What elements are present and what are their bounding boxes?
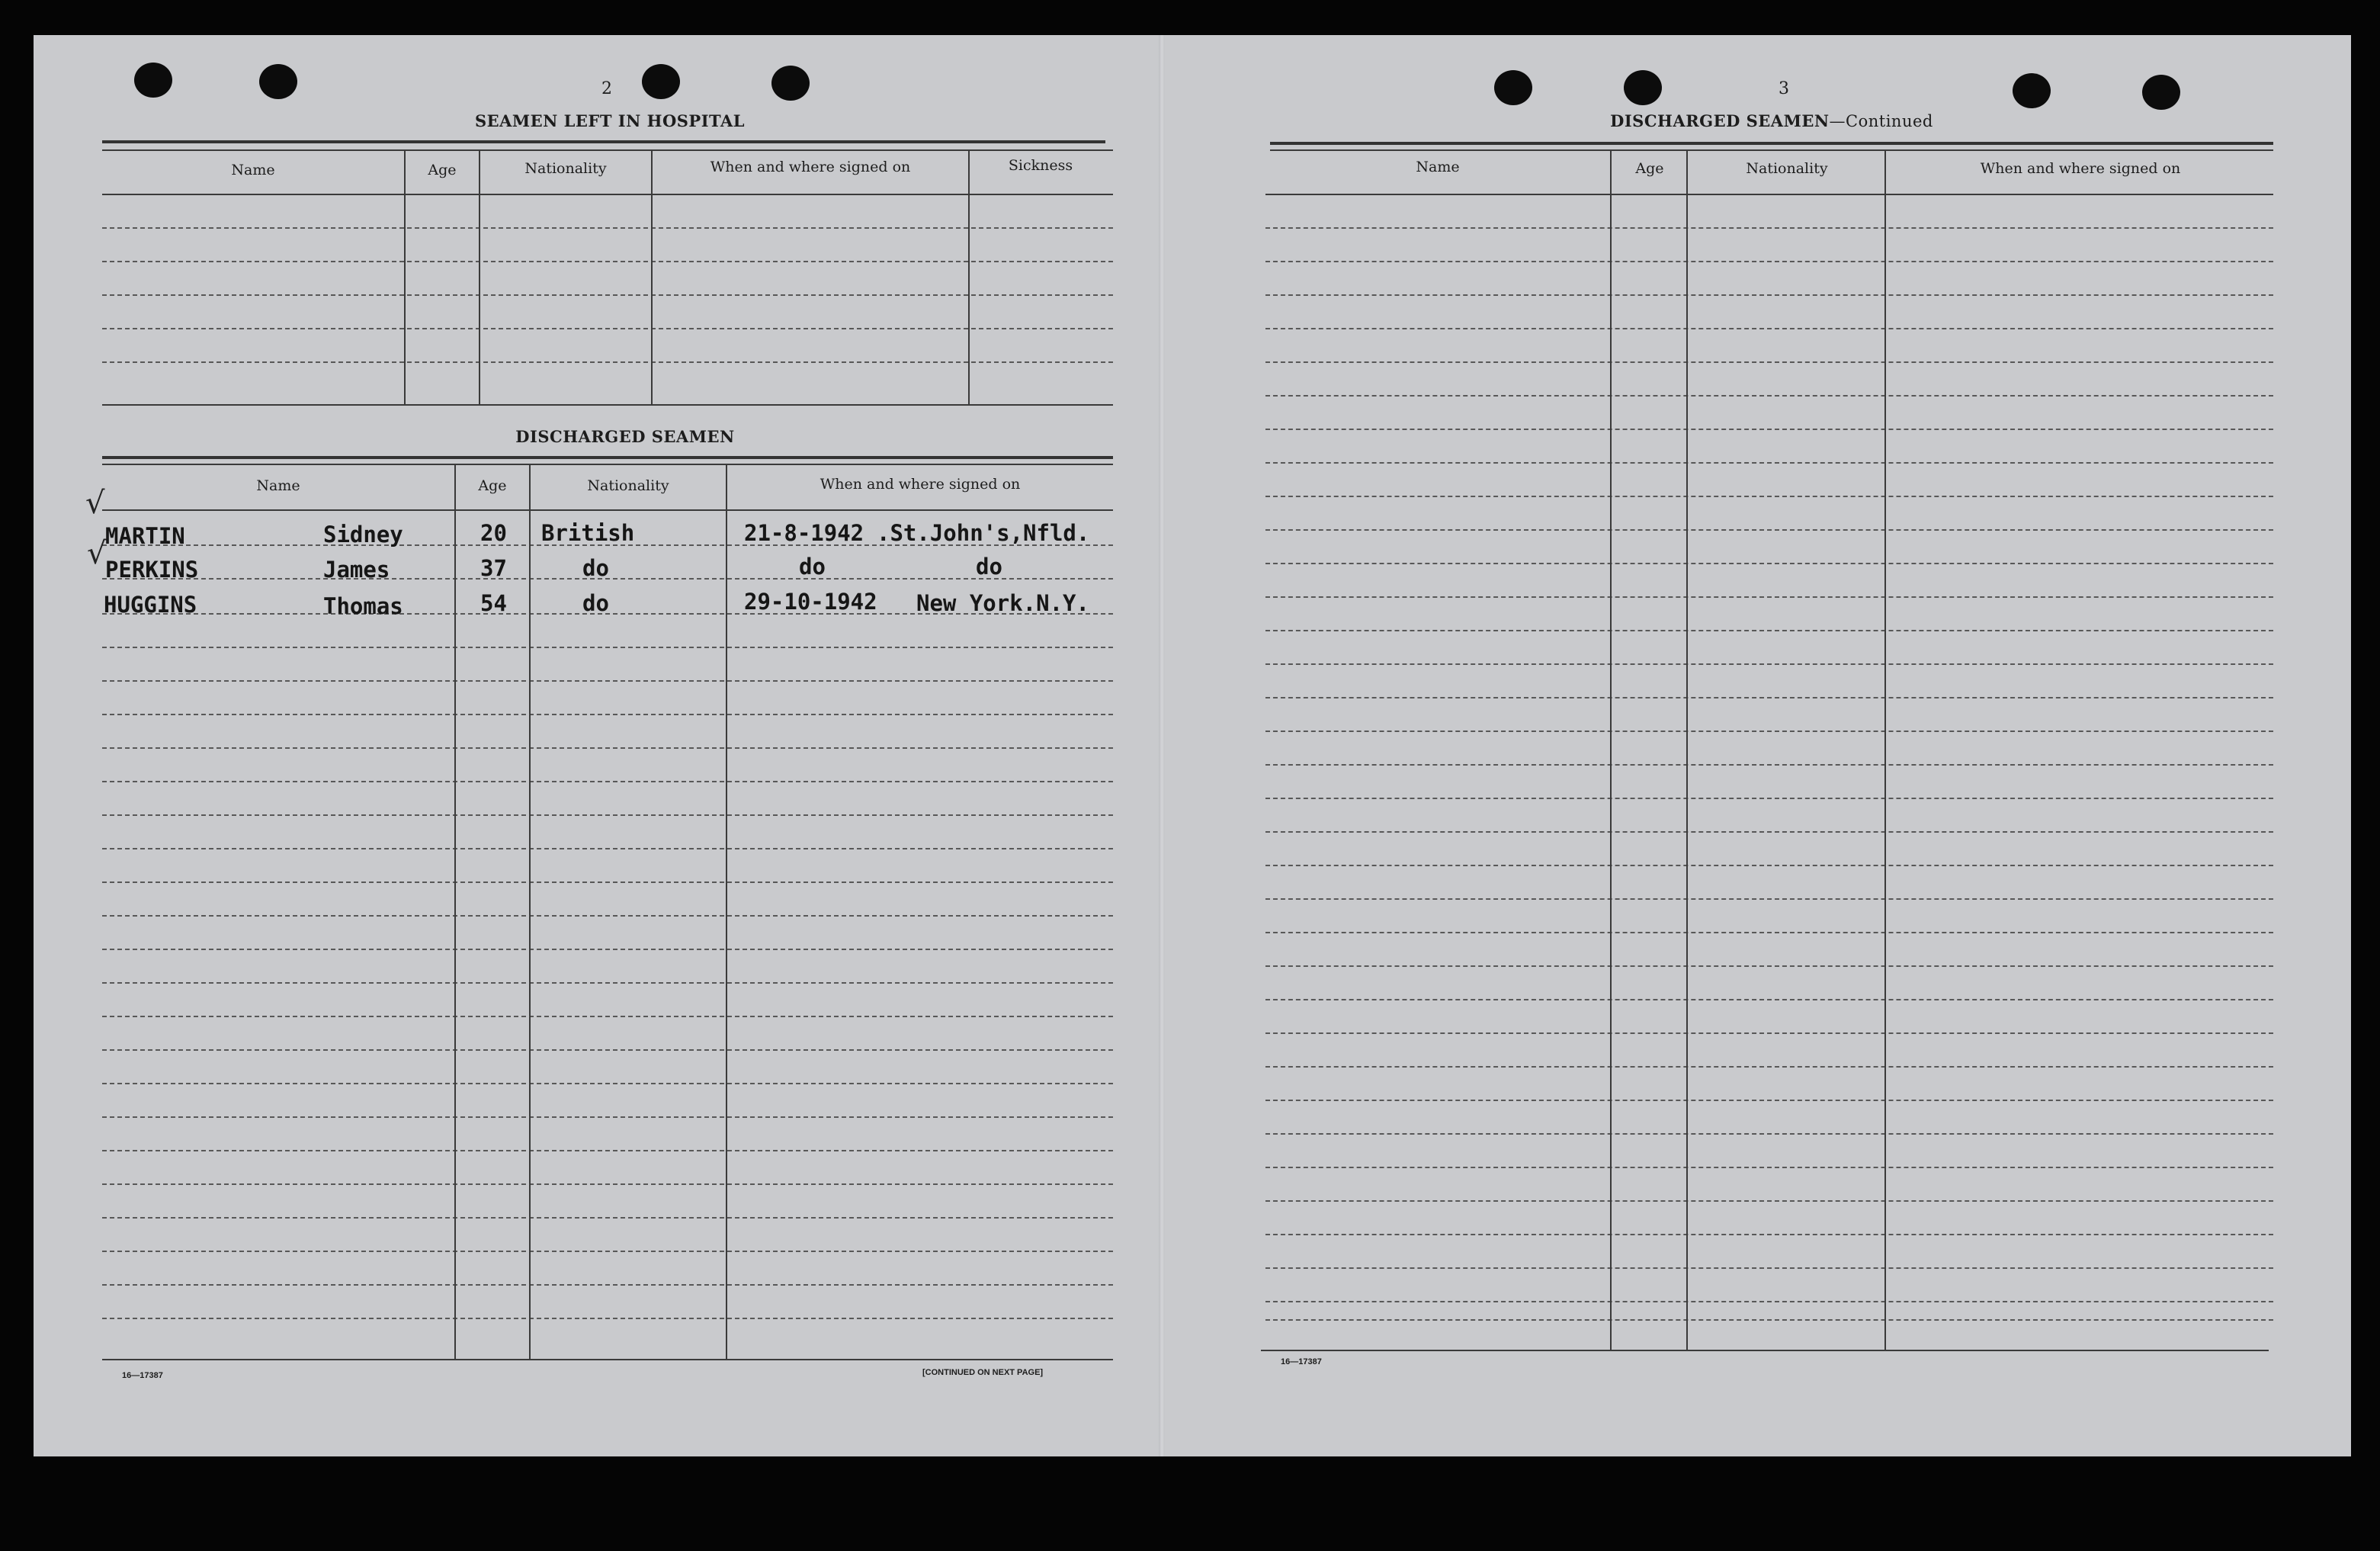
seaman-nationality: do (582, 555, 609, 581)
discharged-col-nationality: Nationality (587, 477, 669, 494)
title-suffix: —Continued (1829, 112, 1933, 130)
hospital-section-title: SEAMEN LEFT IN HOSPITAL (474, 111, 746, 130)
signed-on-date: 29-10-1942 (744, 589, 877, 615)
punch-hole (1624, 70, 1662, 105)
signed-on-date: do (799, 554, 826, 580)
discharged-section-title: DISCHARGED SEAMEN (515, 427, 735, 446)
hospital-col-age: Age (428, 162, 457, 178)
form-number: 16—17387 (1281, 1357, 1322, 1366)
discharged-col-age: Age (478, 477, 507, 494)
seaman-surname: HUGGINS (104, 592, 197, 618)
col-age: Age (1635, 160, 1664, 177)
discharged-col-name: Name (256, 477, 300, 494)
discharged-col-signed-on: When and where signed on (820, 476, 1021, 493)
page-number: 3 (1779, 79, 1789, 98)
seaman-given-name: Thomas (323, 593, 403, 619)
hospital-col-sickness: Sickness (1008, 157, 1073, 174)
checkmark: √ (87, 536, 107, 571)
title-main: DISCHARGED SEAMEN (1610, 111, 1830, 130)
seaman-surname: PERKINS (105, 557, 199, 583)
punch-hole (771, 66, 810, 101)
seaman-nationality: British (541, 520, 635, 546)
seaman-nationality: do (582, 590, 609, 616)
punch-hole (2013, 73, 2051, 108)
page-number: 2 (601, 79, 612, 98)
signed-on-place: .St.John's,Nfld. (877, 520, 1090, 546)
punch-hole (134, 63, 172, 98)
seaman-given-name: Sidney (323, 522, 403, 548)
hospital-col-name: Name (231, 162, 275, 178)
form-number: 16—17387 (122, 1371, 163, 1380)
seaman-age: 54 (480, 590, 507, 616)
signed-on-place: do (976, 554, 1002, 580)
col-nationality: Nationality (1746, 160, 1828, 177)
seaman-surname: MARTIN (105, 523, 185, 549)
seaman-age: 20 (480, 520, 507, 546)
punch-hole (2142, 75, 2180, 110)
col-signed-on: When and where signed on (1980, 160, 2181, 177)
document-sheet (34, 35, 2351, 1456)
discharged-continued-title (1467, 111, 2077, 130)
punch-hole (1494, 70, 1532, 105)
seaman-given-name: James (323, 557, 390, 583)
hospital-col-nationality: Nationality (524, 160, 607, 177)
checkmark: √ (85, 486, 105, 521)
signed-on-date: 21-8-1942 (744, 520, 864, 546)
hospital-col-signed-on: When and where signed on (710, 159, 911, 175)
signed-on-place: New York.N.Y. (916, 590, 1089, 616)
col-name: Name (1416, 159, 1460, 175)
seaman-age: 37 (480, 555, 507, 581)
page-fold (1159, 35, 1165, 1456)
punch-hole (259, 64, 297, 99)
punch-hole (642, 64, 680, 99)
continued-note: [CONTINUED ON NEXT PAGE] (922, 1368, 1044, 1377)
